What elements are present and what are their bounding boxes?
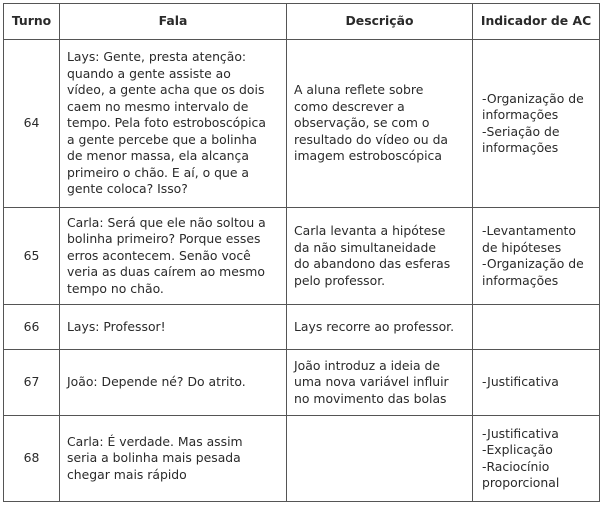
indicator-line: -Raciocínio [482, 458, 550, 474]
speech-line: Carla: É verdade. Mas assim [67, 433, 243, 449]
description-cell [287, 40, 473, 208]
dialogue-table [3, 3, 600, 502]
indicator-cell [473, 305, 600, 350]
description-line: Lays recorre ao professor. [294, 318, 455, 334]
speech-cell [60, 350, 287, 416]
speech-line: caem no mesmo intervalo de [67, 98, 249, 114]
description-cell [287, 350, 473, 416]
description-line: observação, se com o [294, 115, 430, 131]
indicator-line: informações [482, 107, 559, 122]
description-line: no movimento das bolas [294, 390, 447, 406]
description-line: imagem estroboscópica [294, 148, 442, 164]
speech-line: gente coloca? Isso? [67, 181, 188, 197]
indicator-line: -Explicação [482, 442, 553, 457]
indicator-line: de hipóteses [482, 239, 562, 255]
indicator-line: proporcional [482, 475, 560, 490]
speech-line: quando a gente assiste ao [67, 65, 231, 81]
speech-line: veria as duas caírem ao mesmo [67, 264, 265, 280]
indicator-line: -Organização de [482, 90, 584, 106]
description-line: do abandono das esferas [294, 256, 451, 271]
turn-number: 65 [4, 208, 60, 305]
indicator-line: informações [482, 140, 559, 155]
indicator-line: -Justificativa [482, 374, 559, 390]
header-turno: Turno [4, 4, 60, 40]
speech-line: erros acontecem. Senão você [67, 247, 251, 263]
description-line: uma nova variável influir [294, 374, 449, 390]
description-line: resultado do vídeo ou da [294, 131, 449, 147]
header-fala: Fala [60, 4, 287, 40]
header-descricao: Descrição [287, 4, 473, 40]
description-line: como descrever a [294, 98, 405, 114]
header-row [4, 4, 600, 40]
turn-number: 66 [4, 305, 60, 350]
description-line: da não simultaneidade [294, 239, 436, 255]
indicator-line: -Organização de [482, 256, 584, 271]
speech-cell [60, 416, 287, 502]
speech-line: tempo no chão. [67, 280, 164, 296]
speech-line: primeiro o chão. E aí, o que a [67, 164, 249, 180]
speech-line: tempo. Pela foto estroboscópica [67, 115, 266, 131]
speech-line: Lays: Professor! [67, 318, 166, 334]
indicator-cell [473, 350, 600, 416]
speech-cell [60, 305, 287, 350]
description-line: João introduz a ideia de [294, 357, 440, 373]
description-line: Carla levanta a hipótese [294, 223, 446, 238]
speech-cell [60, 208, 287, 305]
speech-line: João: Depende né? Do atrito. [67, 374, 246, 390]
speech-line: de menor massa, ela alcança [67, 148, 249, 164]
speech-line: Lays: Gente, presta atenção: [67, 49, 247, 65]
indicator-line: -Justificativa [482, 425, 559, 441]
indicator-cell [473, 40, 600, 208]
turn-number: 64 [4, 40, 60, 208]
table-row [4, 208, 600, 305]
indicator-line: -Levantamento [482, 223, 576, 238]
indicator-line: -Seriação de [482, 123, 560, 139]
table-row [4, 350, 600, 416]
description-line: A aluna reflete sobre [294, 82, 424, 98]
description-cell [287, 416, 473, 502]
indicator-line: informações [482, 272, 559, 288]
speech-line: vídeo, a gente acha que os dois [67, 82, 265, 98]
header-indicador: Indicador de AC [473, 4, 600, 40]
table-row [4, 40, 600, 208]
speech-line: seria a bolinha mais pesada [67, 450, 241, 466]
table-row [4, 416, 600, 502]
description-line: pelo professor. [294, 272, 386, 288]
speech-cell [60, 40, 287, 208]
description-cell [287, 305, 473, 350]
speech-line: a gente percebe que a bolinha [67, 131, 257, 147]
indicator-cell [473, 416, 600, 502]
turn-number: 67 [4, 350, 60, 416]
description-cell [287, 208, 473, 305]
speech-line: Carla: Será que ele não soltou a [67, 214, 266, 230]
table-row [4, 305, 600, 350]
speech-line: chegar mais rápido [67, 466, 187, 482]
turn-number: 68 [4, 416, 60, 502]
indicator-cell [473, 208, 600, 305]
speech-line: bolinha primeiro? Porque esses [67, 231, 261, 247]
